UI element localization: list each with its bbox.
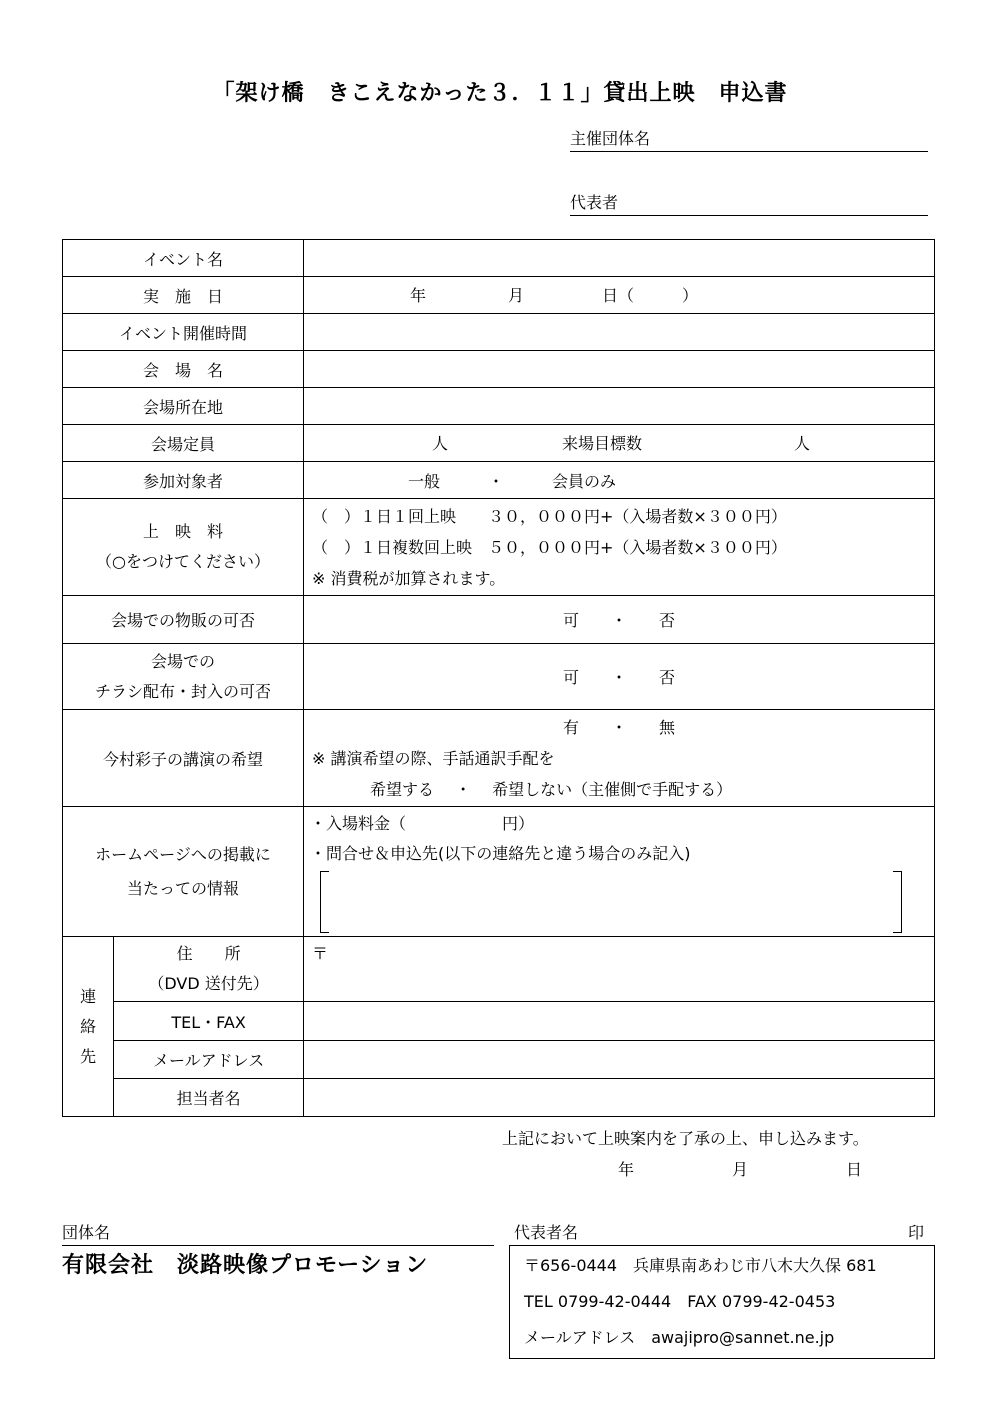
- date-month-label: 月: [508, 286, 525, 305]
- company-email[interactable]: メールアドレス awajipro@sannet.ne.jp: [524, 1328, 835, 1347]
- lecture-label: 今村彩子の講演の希望: [63, 710, 304, 807]
- footer-date-month: 月: [732, 1160, 749, 1179]
- flyer-label-cell: [63, 644, 304, 710]
- date-field[interactable]: [304, 277, 935, 314]
- contact-person-label: 担当者名: [114, 1079, 304, 1117]
- footer-org-label: 団体名: [62, 1223, 111, 1242]
- contact-side-char-2: 絡: [80, 1016, 97, 1036]
- fee-label: 上 映 料: [142, 522, 223, 541]
- target-count-label: 来場目標数: [562, 434, 643, 453]
- venue-name-field[interactable]: [304, 351, 935, 388]
- event-time-label: イベント開催時間: [63, 314, 304, 351]
- event-name-label: イベント名: [63, 240, 304, 277]
- footer-date-day: 日: [846, 1160, 863, 1179]
- company-address: 〒656-0444 兵庫県南あわじ市八木大久保 681: [524, 1256, 877, 1275]
- homepage-field[interactable]: [304, 807, 935, 937]
- contact-side-label: [63, 937, 114, 1117]
- flyer-options: 可 ・ 否: [562, 668, 675, 687]
- homepage-contact-input[interactable]: [320, 871, 902, 933]
- contact-address-label: 住 所: [176, 944, 241, 963]
- event-name-field[interactable]: [304, 240, 935, 277]
- right-bracket: [893, 871, 902, 933]
- venue-name-label: 会 場 名: [63, 351, 304, 388]
- document-title: 「架け橋 きこえなかった３．１１」貸出上映 申込書: [212, 81, 788, 106]
- footer-rep-label: 代表者名: [514, 1223, 579, 1242]
- homepage-label-cell: [63, 807, 304, 937]
- fee-tax-note: ※ 消費税が加算されます。: [312, 568, 506, 588]
- contact-mail-field[interactable]: [304, 1041, 935, 1079]
- event-time-field[interactable]: [304, 314, 935, 351]
- contact-side-char-3: 先: [80, 1046, 97, 1066]
- fee-field[interactable]: [304, 499, 935, 596]
- audience-label: 参加対象者: [63, 462, 304, 499]
- fee-label-cell: [63, 499, 304, 596]
- company-name: 有限会社 淡路映像プロモーション: [62, 1253, 429, 1278]
- postal-mark: 〒: [312, 944, 329, 963]
- company-contact-box: [509, 1245, 935, 1359]
- contact-tel-field[interactable]: [304, 1002, 935, 1041]
- agreement-text: 上記において上映案内を了承の上、申し込みます。: [502, 1129, 869, 1148]
- fee-sublabel: （○をつけてください）: [96, 552, 270, 571]
- flyer-label-line2: チラシ配布・封入の可否: [94, 681, 271, 701]
- homepage-label-line2: 当たっての情報: [126, 878, 239, 898]
- sales-field[interactable]: [304, 596, 935, 644]
- representative-label: 代表者: [570, 193, 619, 212]
- audience-options: 一般 ・ 会員のみ: [408, 471, 617, 491]
- homepage-label-line1: ホームページへの掲載に: [95, 844, 271, 864]
- company-telfax: TEL 0799-42-0444 FAX 0799-42-0453: [524, 1292, 836, 1311]
- contact-address-field[interactable]: [304, 937, 935, 1002]
- lecture-interpreter-note: ※ 講演希望の際、手話通訳手配を: [312, 748, 555, 768]
- flyer-label-line1: 会場での: [150, 651, 215, 671]
- fee-option-single[interactable]: （ ）１日１回上映 ３０，０００円+（入場者数×３００円）: [312, 506, 787, 526]
- contact-address-label-cell: [114, 937, 304, 1002]
- date-day-label: 日（ ）: [602, 286, 699, 305]
- footer-date-year: 年: [618, 1160, 635, 1179]
- lecture-options: 有 ・ 無: [562, 717, 675, 737]
- left-bracket: [320, 871, 329, 933]
- lecture-interpreter-options: 希望する ・ 希望しない（主催側で手配する）: [370, 779, 733, 799]
- venue-address-label: 会場所在地: [63, 388, 304, 425]
- flyer-field[interactable]: [304, 644, 935, 710]
- contact-mail-label: メールアドレス: [114, 1041, 304, 1079]
- footer-rep-field[interactable]: [514, 1220, 930, 1246]
- organizer-label: 主催団体名: [570, 129, 651, 148]
- contact-side-char-1: 連: [80, 986, 97, 1006]
- organizer-field[interactable]: [570, 126, 928, 152]
- sales-options: 可 ・ 否: [562, 611, 675, 630]
- capacity-field[interactable]: [304, 425, 935, 462]
- seal-mark: 印: [907, 1223, 924, 1242]
- venue-address-field[interactable]: [304, 388, 935, 425]
- homepage-entry-fee: ・入場料金（ 円）: [310, 813, 535, 833]
- target-person-unit: 人: [794, 434, 811, 453]
- homepage-contact-note: ・問合せ＆申込先(以下の連絡先と違う場合のみ記入): [310, 843, 691, 863]
- footer-org-field[interactable]: [62, 1220, 494, 1246]
- sales-label: 会場での物販の可否: [63, 596, 304, 644]
- fee-option-multiple[interactable]: （ ）１日複数回上映 ５０，０００円+（入場者数×３００円）: [312, 537, 787, 557]
- representative-field[interactable]: [570, 190, 928, 216]
- date-label: 実 施 日: [63, 277, 304, 314]
- capacity-label: 会場定員: [63, 425, 304, 462]
- contact-tel-label: TEL・FAX: [114, 1002, 304, 1041]
- lecture-field[interactable]: [304, 710, 935, 807]
- contact-person-field[interactable]: [304, 1079, 935, 1117]
- audience-field[interactable]: [304, 462, 935, 499]
- application-form-table: [62, 239, 935, 1117]
- capacity-person-unit: 人: [432, 434, 449, 453]
- date-year-label: 年: [410, 286, 427, 305]
- contact-address-sublabel: （DVD 送付先）: [148, 974, 269, 993]
